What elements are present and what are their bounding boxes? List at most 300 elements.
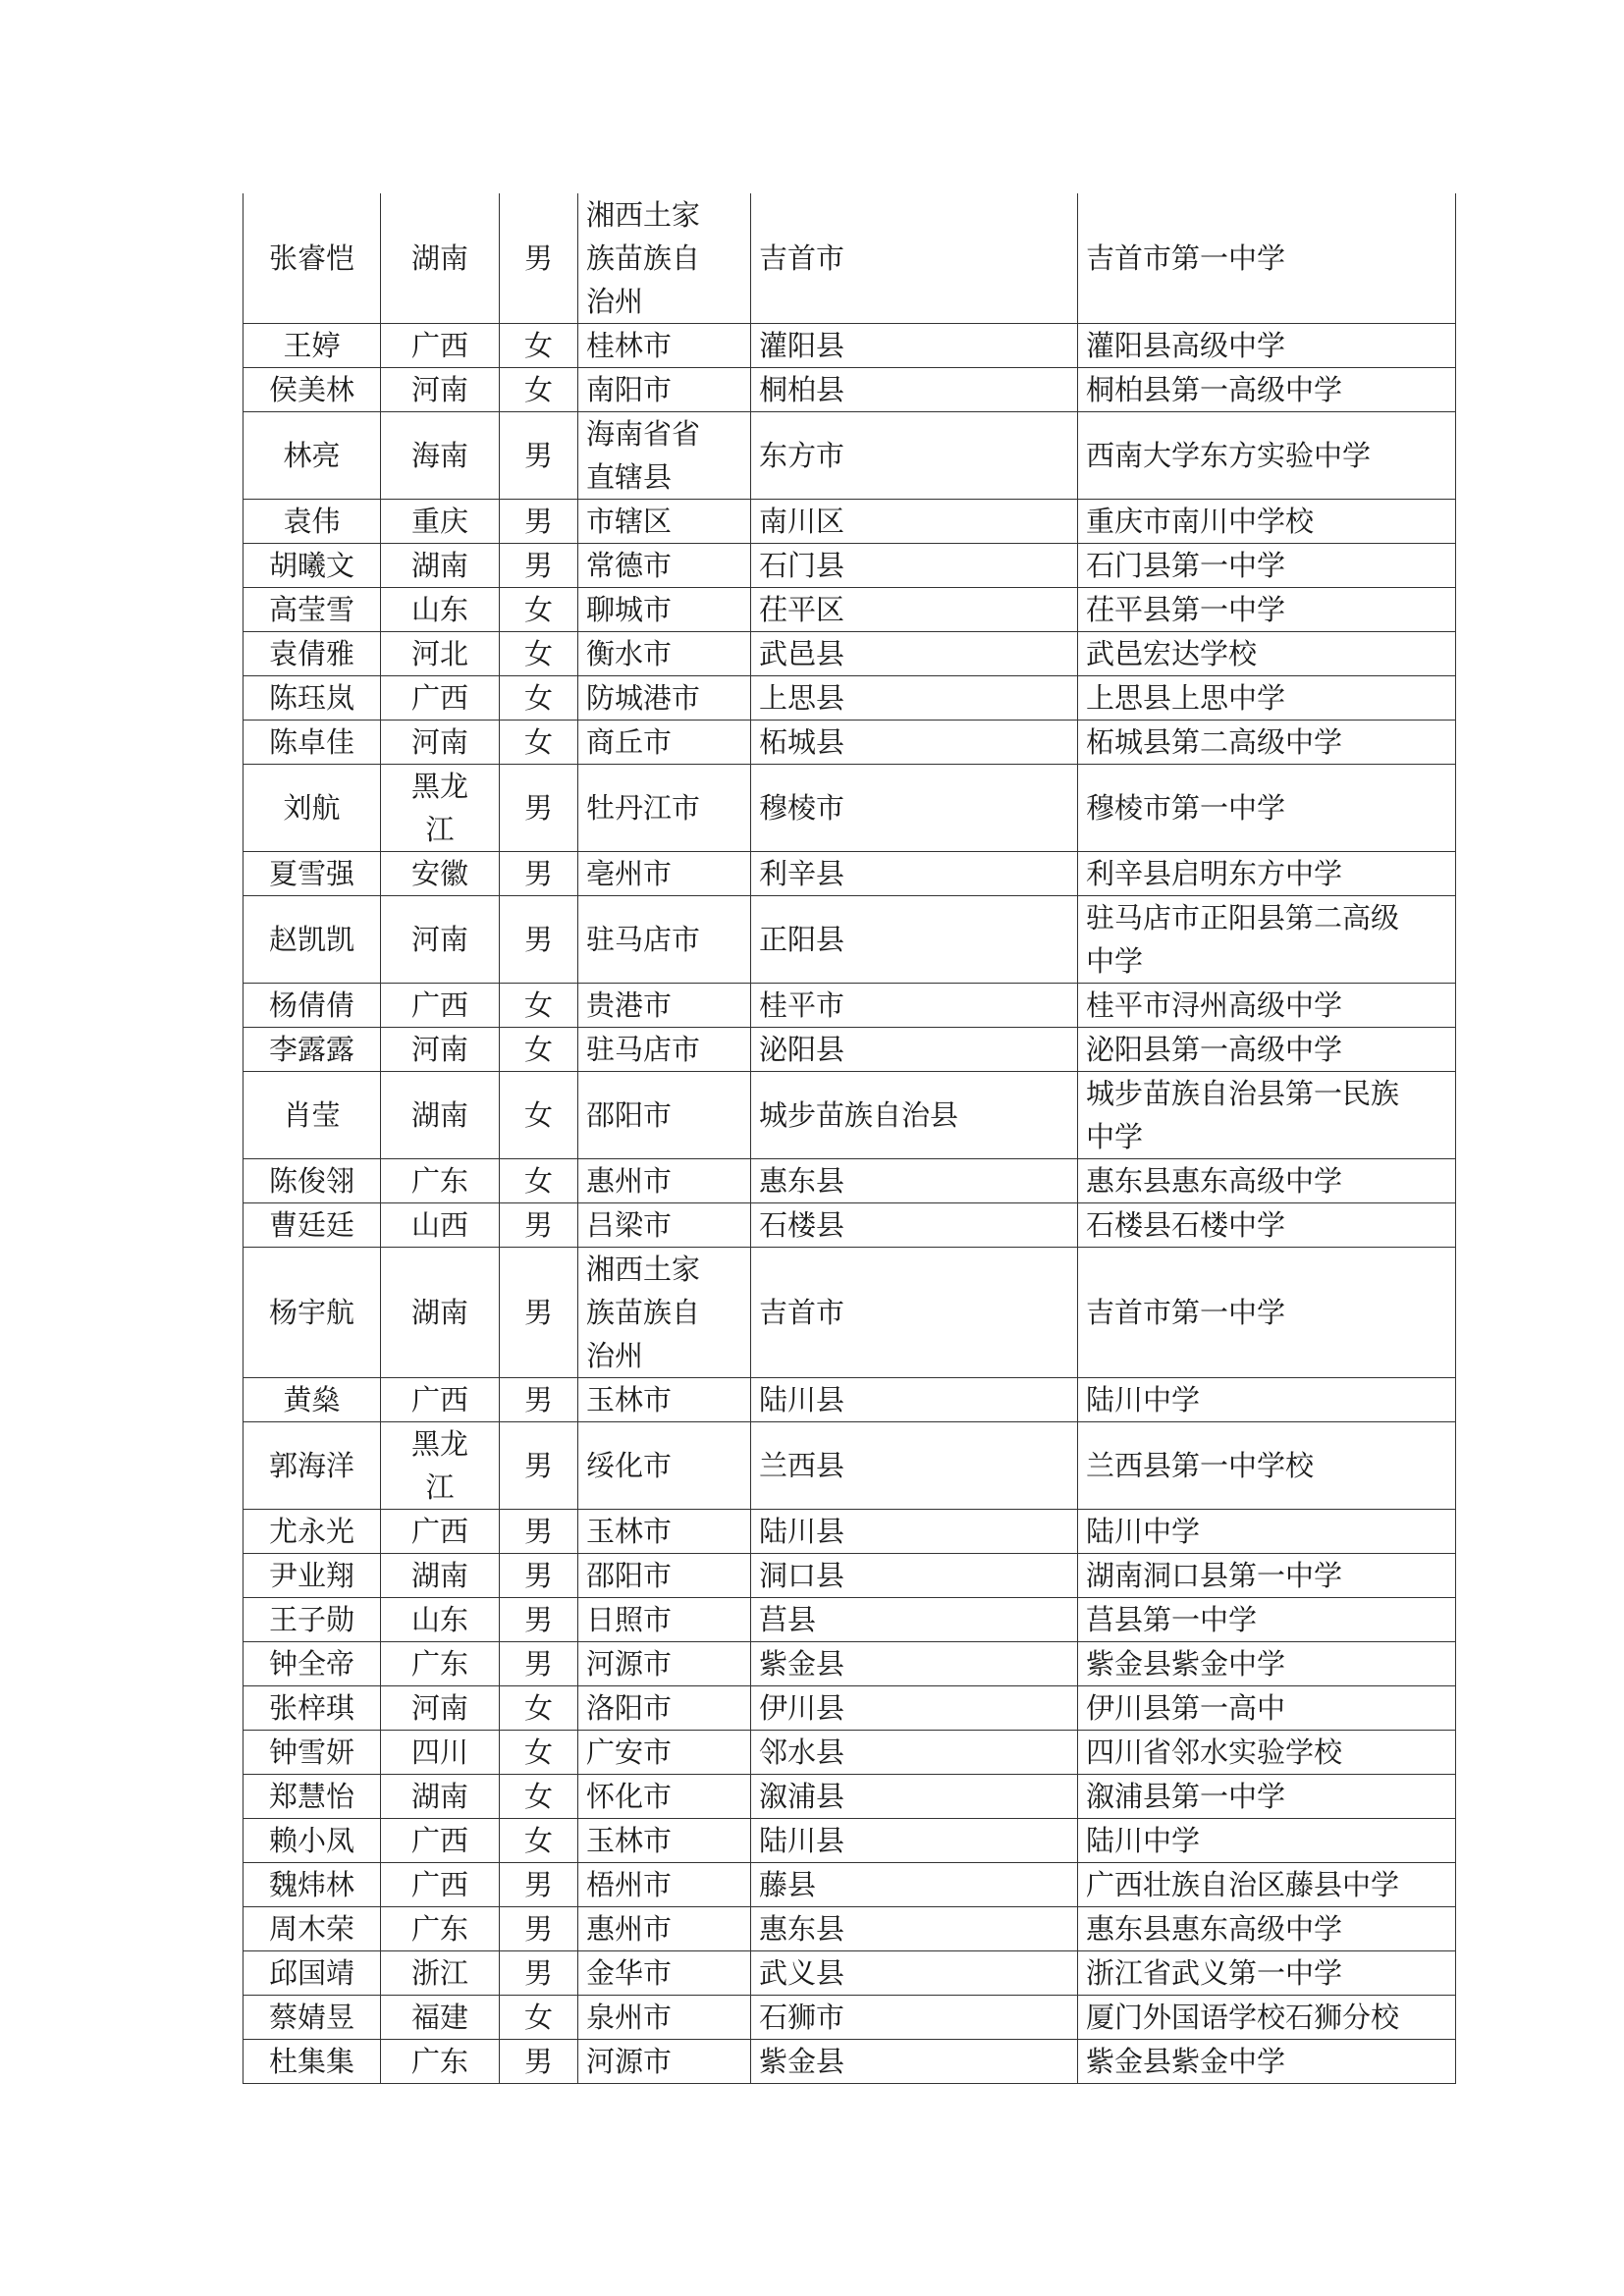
province-cell [381, 2040, 500, 2084]
name-cell [244, 721, 381, 765]
student-roster-table [243, 193, 1456, 2084]
city-cell-text: 湘西土家 [586, 198, 701, 232]
province-cell-text: 湖南 [410, 1098, 468, 1132]
table-row [244, 1510, 1456, 1554]
school-cell [1078, 896, 1456, 984]
city-cell-text: 玉林市 [586, 1824, 673, 1857]
school-cell-text: 莒县第一中学 [1086, 1603, 1258, 1636]
city-cell [578, 1775, 751, 1819]
table-row [244, 984, 1456, 1028]
county-cell [751, 1072, 1078, 1159]
gender-cell-text: 男 [523, 791, 553, 825]
city-cell [578, 368, 751, 412]
school-cell-text: 武邑宏达学校 [1086, 637, 1258, 670]
gender-cell-text: 男 [523, 1559, 553, 1592]
name-cell-text: 黄燊 [283, 1383, 341, 1416]
gender-cell-text: 男 [523, 2045, 553, 2078]
name-cell [244, 1907, 381, 1951]
city-cell [578, 765, 751, 852]
name-cell-text: 陈卓佳 [268, 725, 354, 759]
table-row [244, 632, 1456, 676]
gender-cell [500, 324, 578, 368]
province-cell [381, 544, 500, 588]
school-cell-text: 石楼县石楼中学 [1086, 1208, 1286, 1242]
school-cell-text: 伊川县第一高中 [1086, 1691, 1286, 1725]
table-row [244, 1072, 1456, 1159]
school-cell-text: 茌平县第一中学 [1086, 593, 1286, 626]
name-cell [244, 193, 381, 324]
city-cell [578, 324, 751, 368]
province-cell [381, 1598, 500, 1642]
gender-cell-text: 女 [523, 1691, 553, 1725]
table-row [244, 500, 1456, 544]
school-cell [1078, 1203, 1456, 1248]
name-cell-text: 夏雪强 [268, 857, 354, 890]
gender-cell-text: 男 [523, 549, 553, 582]
city-cell-text: 常德市 [586, 549, 673, 582]
gender-cell [500, 1731, 578, 1775]
name-cell-text: 王子勋 [268, 1603, 354, 1636]
gender-cell-text: 女 [523, 2001, 553, 2034]
name-cell [244, 896, 381, 984]
name-cell [244, 1642, 381, 1686]
gender-cell [500, 721, 578, 765]
city-cell [578, 1951, 751, 1996]
gender-cell-text: 男 [523, 1603, 553, 1636]
county-cell-text: 穆棱市 [759, 791, 845, 825]
school-cell-text: 陆川中学 [1086, 1824, 1201, 1857]
name-cell-text: 杨倩倩 [268, 988, 354, 1022]
gender-cell-text: 男 [523, 1868, 553, 1901]
province-cell [381, 1642, 500, 1686]
school-cell [1078, 324, 1456, 368]
county-cell-text: 武邑县 [759, 637, 845, 670]
school-cell [1078, 368, 1456, 412]
province-cell [381, 1951, 500, 1996]
county-cell [751, 1642, 1078, 1686]
school-cell [1078, 676, 1456, 721]
name-cell [244, 1554, 381, 1598]
school-cell-text: 四川省邻水实验学校 [1086, 1735, 1343, 1769]
county-cell-text: 惠东县 [759, 1912, 845, 1946]
province-cell-text: 山东 [410, 1603, 468, 1636]
city-cell [578, 721, 751, 765]
name-cell [244, 1863, 381, 1907]
roster-body [244, 193, 1456, 2084]
province-cell-text: 山西 [410, 1208, 468, 1242]
table-row [244, 1731, 1456, 1775]
city-cell-text: 牡丹江市 [586, 791, 701, 825]
city-cell [578, 2040, 751, 2084]
county-cell [751, 1863, 1078, 1907]
province-cell [381, 1907, 500, 1951]
name-cell [244, 412, 381, 500]
county-cell-text: 茌平区 [759, 593, 845, 626]
city-cell [578, 1028, 751, 1072]
county-cell [751, 896, 1078, 984]
county-cell-text: 石楼县 [759, 1208, 845, 1242]
name-cell-text: 赵凯凯 [268, 923, 354, 956]
city-cell-text: 族苗族自 [586, 241, 701, 275]
name-cell-text: 陈珏岚 [268, 681, 354, 715]
school-cell-text: 兰西县第一中学校 [1086, 1449, 1315, 1482]
city-cell [578, 852, 751, 896]
school-cell [1078, 1907, 1456, 1951]
county-cell [751, 984, 1078, 1028]
county-cell-text: 桐柏县 [759, 373, 845, 406]
school-cell-text: 重庆市南川中学校 [1086, 505, 1315, 538]
school-cell-text: 上思县上思中学 [1086, 681, 1286, 715]
name-cell [244, 1951, 381, 1996]
province-cell [381, 1159, 500, 1203]
name-cell-text: 林亮 [283, 439, 341, 472]
school-cell [1078, 2040, 1456, 2084]
province-cell-text: 湖南 [410, 1559, 468, 1592]
city-cell [578, 632, 751, 676]
county-cell-text: 溆浦县 [759, 1780, 845, 1813]
gender-cell [500, 1159, 578, 1203]
gender-cell [500, 1598, 578, 1642]
gender-cell [500, 1642, 578, 1686]
city-cell-text: 直辖县 [586, 460, 673, 494]
county-cell [751, 1996, 1078, 2040]
school-cell [1078, 1510, 1456, 1554]
province-cell-text: 黑龙 [410, 1427, 468, 1461]
name-cell-text: 袁伟 [283, 505, 341, 538]
school-cell [1078, 1378, 1456, 1422]
name-cell [244, 1248, 381, 1378]
city-cell-text: 聊城市 [586, 593, 673, 626]
county-cell [751, 544, 1078, 588]
county-cell [751, 1907, 1078, 1951]
gender-cell-text: 男 [523, 1449, 553, 1482]
school-cell-text: 中学 [1086, 1120, 1144, 1153]
city-cell-text: 治州 [586, 285, 644, 318]
city-cell-text: 惠州市 [586, 1164, 673, 1198]
gender-cell-text: 男 [523, 241, 553, 275]
gender-cell [500, 1996, 578, 2040]
city-cell-text: 防城港市 [586, 681, 701, 715]
gender-cell-text: 女 [523, 593, 553, 626]
gender-cell-text: 女 [523, 1164, 553, 1198]
city-cell-text: 海南省省 [586, 417, 701, 451]
school-cell-text: 陆川中学 [1086, 1515, 1201, 1548]
gender-cell [500, 193, 578, 324]
county-cell-text: 紫金县 [759, 2045, 845, 2078]
city-cell [578, 1203, 751, 1248]
school-cell [1078, 1996, 1456, 2040]
gender-cell [500, 1819, 578, 1863]
name-cell-text: 刘航 [283, 791, 341, 825]
province-cell-text: 安徽 [410, 857, 468, 890]
name-cell [244, 1819, 381, 1863]
table-row [244, 1951, 1456, 1996]
province-cell-text: 湖南 [410, 241, 468, 275]
table-row [244, 193, 1456, 324]
city-cell-text: 玉林市 [586, 1515, 673, 1548]
name-cell [244, 2040, 381, 2084]
name-cell-text: 郑慧怡 [268, 1780, 354, 1813]
table-row [244, 1159, 1456, 1203]
name-cell [244, 1996, 381, 2040]
school-cell [1078, 1028, 1456, 1072]
school-cell-text: 穆棱市第一中学 [1086, 791, 1286, 825]
province-cell [381, 193, 500, 324]
county-cell [751, 1203, 1078, 1248]
gender-cell-text: 男 [523, 1383, 553, 1416]
county-cell [751, 1248, 1078, 1378]
province-cell [381, 765, 500, 852]
gender-cell-text: 女 [523, 1824, 553, 1857]
school-cell-text: 中学 [1086, 944, 1144, 978]
city-cell-text: 族苗族自 [586, 1296, 701, 1329]
city-cell-text: 桂林市 [586, 329, 673, 362]
name-cell-text: 杨宇航 [268, 1296, 354, 1329]
county-cell [751, 1951, 1078, 1996]
city-cell [578, 193, 751, 324]
school-cell-text: 利辛县启明东方中学 [1086, 857, 1343, 890]
province-cell-text: 广西 [410, 1824, 468, 1857]
name-cell-text: 张梓琪 [268, 1691, 354, 1725]
city-cell-text: 邵阳市 [586, 1098, 673, 1132]
province-cell [381, 324, 500, 368]
city-cell-text: 梧州市 [586, 1868, 673, 1901]
school-cell [1078, 1775, 1456, 1819]
province-cell-text: 福建 [410, 2001, 468, 2034]
name-cell [244, 984, 381, 1028]
name-cell-text: 钟雪妍 [268, 1735, 354, 1769]
province-cell [381, 1863, 500, 1907]
gender-cell [500, 984, 578, 1028]
table-row [244, 1775, 1456, 1819]
school-cell-text: 柘城县第二高级中学 [1086, 725, 1343, 759]
province-cell [381, 368, 500, 412]
province-cell [381, 676, 500, 721]
province-cell-text: 江 [425, 813, 455, 846]
county-cell-text: 灌阳县 [759, 329, 845, 362]
school-cell [1078, 193, 1456, 324]
school-cell-text: 石门县第一中学 [1086, 549, 1286, 582]
name-cell-text: 蔡婧昱 [268, 2001, 354, 2034]
gender-cell [500, 1775, 578, 1819]
school-cell-text: 陆川中学 [1086, 1383, 1201, 1416]
school-cell [1078, 852, 1456, 896]
city-cell-text: 惠州市 [586, 1912, 673, 1946]
city-cell [578, 412, 751, 500]
county-cell [751, 1686, 1078, 1731]
school-cell [1078, 1642, 1456, 1686]
county-cell-text: 惠东县 [759, 1164, 845, 1198]
county-cell [751, 1510, 1078, 1554]
county-cell-text: 吉首市 [759, 1296, 845, 1329]
gender-cell-text: 女 [523, 1780, 553, 1813]
province-cell-text: 河南 [410, 373, 468, 406]
city-cell-text: 吕梁市 [586, 1208, 673, 1242]
name-cell [244, 324, 381, 368]
gender-cell [500, 1554, 578, 1598]
gender-cell [500, 676, 578, 721]
gender-cell-text: 男 [523, 505, 553, 538]
county-cell-text: 武义县 [759, 1956, 845, 1990]
school-cell-text: 紫金县紫金中学 [1086, 1647, 1286, 1681]
province-cell-text: 广西 [410, 681, 468, 715]
gender-cell [500, 1028, 578, 1072]
school-cell-text: 吉首市第一中学 [1086, 241, 1286, 275]
province-cell-text: 广东 [410, 1912, 468, 1946]
province-cell [381, 1378, 500, 1422]
county-cell-text: 兰西县 [759, 1449, 845, 1482]
name-cell-text: 魏炜林 [268, 1868, 354, 1901]
county-cell [751, 1159, 1078, 1203]
gender-cell [500, 1686, 578, 1731]
city-cell-text: 玉林市 [586, 1383, 673, 1416]
city-cell [578, 676, 751, 721]
school-cell [1078, 765, 1456, 852]
name-cell [244, 1028, 381, 1072]
gender-cell [500, 896, 578, 984]
city-cell [578, 544, 751, 588]
gender-cell-text: 男 [523, 1912, 553, 1946]
name-cell [244, 588, 381, 632]
province-cell-text: 广西 [410, 329, 468, 362]
name-cell [244, 1510, 381, 1554]
city-cell [578, 1731, 751, 1775]
school-cell-text: 厦门外国语学校石狮分校 [1086, 2001, 1400, 2034]
province-cell [381, 1996, 500, 2040]
city-cell-text: 绥化市 [586, 1449, 673, 1482]
county-cell [751, 1819, 1078, 1863]
school-cell [1078, 632, 1456, 676]
name-cell [244, 500, 381, 544]
name-cell-text: 杜集集 [268, 2045, 354, 2078]
province-cell-text: 江 [425, 1470, 455, 1504]
gender-cell [500, 1510, 578, 1554]
school-cell-text: 桂平市浔州高级中学 [1086, 988, 1343, 1022]
province-cell-text: 河南 [410, 1033, 468, 1066]
county-cell-text: 陆川县 [759, 1824, 845, 1857]
name-cell [244, 1422, 381, 1510]
table-row [244, 2040, 1456, 2084]
province-cell-text: 浙江 [410, 1956, 468, 1990]
gender-cell [500, 1203, 578, 1248]
table-row [244, 412, 1456, 500]
city-cell [578, 588, 751, 632]
province-cell-text: 山东 [410, 593, 468, 626]
county-cell [751, 412, 1078, 500]
county-cell-text: 泌阳县 [759, 1033, 845, 1066]
name-cell-text: 侯美林 [268, 373, 354, 406]
city-cell [578, 1907, 751, 1951]
table-row [244, 1422, 1456, 1510]
city-cell [578, 1863, 751, 1907]
gender-cell [500, 632, 578, 676]
school-cell [1078, 1863, 1456, 1907]
county-cell-text: 正阳县 [759, 923, 845, 956]
school-cell [1078, 1159, 1456, 1203]
city-cell-text: 贵港市 [586, 988, 673, 1022]
county-cell-text: 吉首市 [759, 241, 845, 275]
county-cell-text: 柘城县 [759, 725, 845, 759]
table-row [244, 368, 1456, 412]
gender-cell [500, 765, 578, 852]
city-cell-text: 邵阳市 [586, 1559, 673, 1592]
gender-cell-text: 女 [523, 1098, 553, 1132]
city-cell-text: 南阳市 [586, 373, 673, 406]
province-cell [381, 1686, 500, 1731]
city-cell [578, 1378, 751, 1422]
province-cell-text: 河南 [410, 725, 468, 759]
gender-cell-text: 女 [523, 725, 553, 759]
school-cell [1078, 1554, 1456, 1598]
gender-cell-text: 女 [523, 1033, 553, 1066]
province-cell [381, 1028, 500, 1072]
city-cell [578, 1819, 751, 1863]
gender-cell-text: 男 [523, 1956, 553, 1990]
gender-cell-text: 男 [523, 1515, 553, 1548]
province-cell [381, 1510, 500, 1554]
county-cell [751, 2040, 1078, 2084]
gender-cell-text: 男 [523, 1647, 553, 1681]
city-cell-text: 泉州市 [586, 2001, 673, 2034]
table-row [244, 1863, 1456, 1907]
city-cell-text: 驻马店市 [586, 923, 701, 956]
city-cell-text: 商丘市 [586, 725, 673, 759]
gender-cell [500, 1072, 578, 1159]
province-cell-text: 广西 [410, 1515, 468, 1548]
city-cell-text: 广安市 [586, 1735, 673, 1769]
province-cell [381, 632, 500, 676]
name-cell [244, 1686, 381, 1731]
name-cell [244, 368, 381, 412]
province-cell [381, 1248, 500, 1378]
city-cell-text: 市辖区 [586, 505, 673, 538]
gender-cell [500, 544, 578, 588]
school-cell-text: 城步苗族自治县第一民族 [1086, 1077, 1400, 1110]
county-cell [751, 193, 1078, 324]
province-cell-text: 河南 [410, 1691, 468, 1725]
province-cell-text: 广西 [410, 988, 468, 1022]
gender-cell-text: 女 [523, 373, 553, 406]
name-cell-text: 袁倩雅 [268, 637, 354, 670]
table-row [244, 852, 1456, 896]
city-cell [578, 1072, 751, 1159]
province-cell-text: 湖南 [410, 1296, 468, 1329]
school-cell [1078, 1072, 1456, 1159]
school-cell-text: 广西壮族自治区藤县中学 [1086, 1868, 1400, 1901]
table-row [244, 1996, 1456, 2040]
county-cell-text: 桂平市 [759, 988, 845, 1022]
province-cell-text: 重庆 [410, 505, 468, 538]
city-cell [578, 1686, 751, 1731]
county-cell-text: 邻水县 [759, 1735, 845, 1769]
county-cell [751, 1731, 1078, 1775]
county-cell-text: 莒县 [759, 1603, 817, 1636]
county-cell [751, 1028, 1078, 1072]
province-cell [381, 1819, 500, 1863]
province-cell [381, 1731, 500, 1775]
school-cell-text: 湖南洞口县第一中学 [1086, 1559, 1343, 1592]
school-cell-text: 西南大学东方实验中学 [1086, 439, 1372, 472]
school-cell-text: 桐柏县第一高级中学 [1086, 373, 1343, 406]
school-cell-text: 溆浦县第一中学 [1086, 1780, 1286, 1813]
gender-cell-text: 男 [523, 1296, 553, 1329]
table-row [244, 1248, 1456, 1378]
city-cell [578, 1598, 751, 1642]
school-cell [1078, 1686, 1456, 1731]
county-cell-text: 上思县 [759, 681, 845, 715]
county-cell-text: 东方市 [759, 439, 845, 472]
table-row [244, 1819, 1456, 1863]
